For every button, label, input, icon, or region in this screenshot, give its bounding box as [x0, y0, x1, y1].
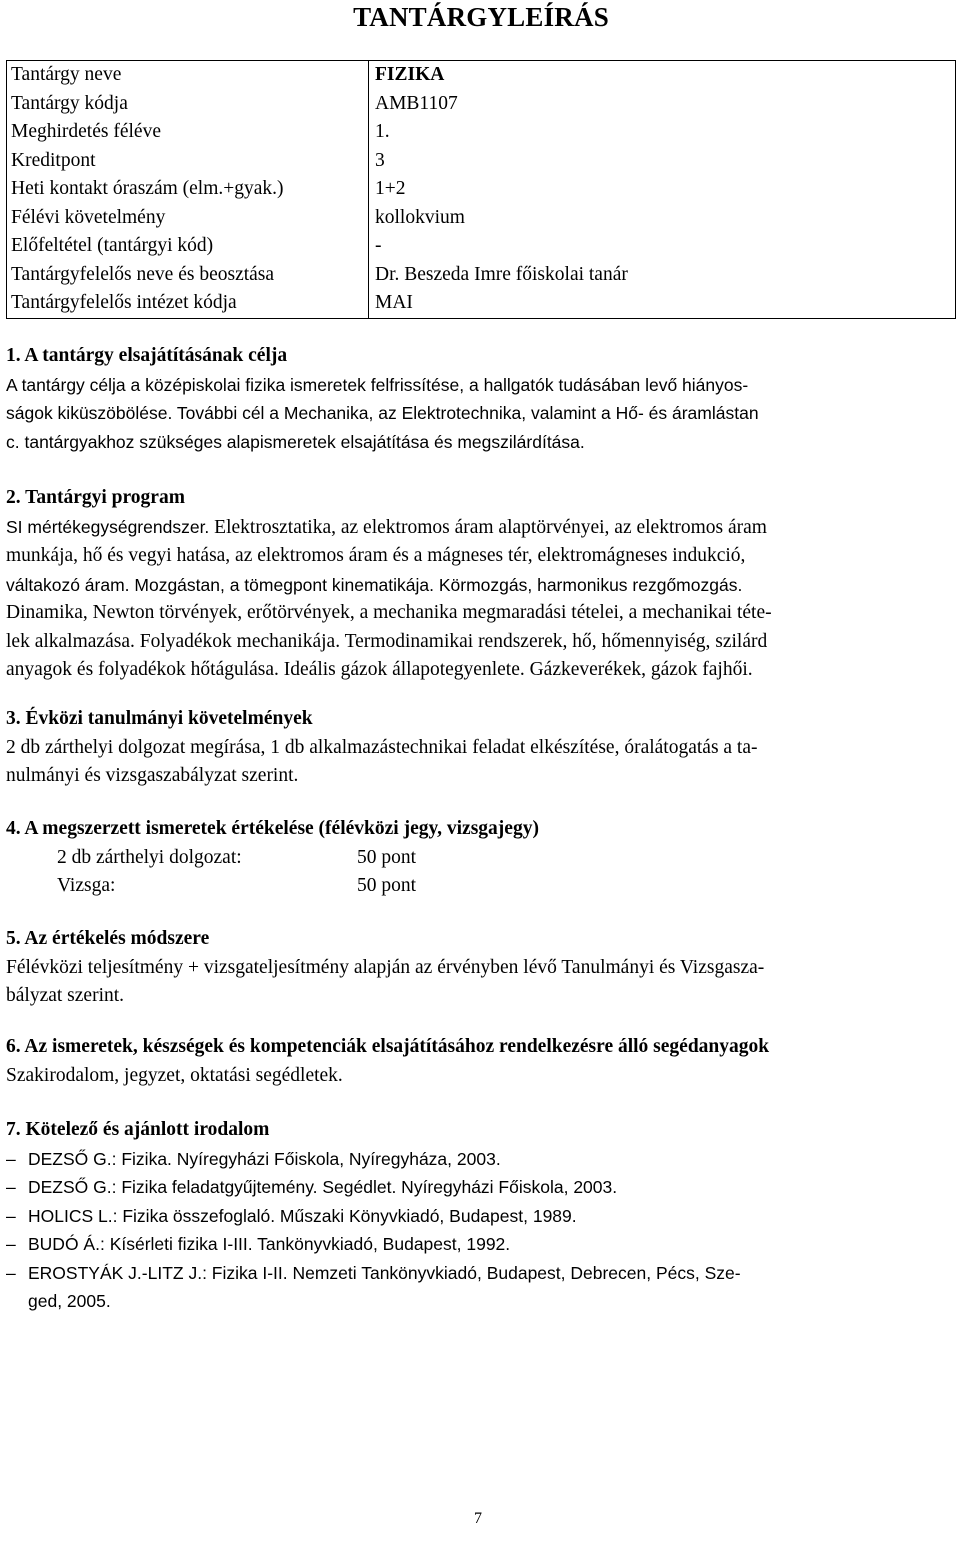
info-value: MAI [375, 292, 413, 313]
section-materials [6, 1033, 950, 1090]
reference-text: : Fizika I-II. Nemzeti Tankönyvkiadó, Budapest, Debrecen, Pécs, Sze- [202, 1262, 741, 1283]
info-value: - [375, 235, 382, 256]
grade-row [6, 872, 950, 901]
section-heading: 7. Kötelező és ajánlott irodalom [6, 1119, 270, 1140]
document-title: TANTÁRGYLEÍRÁS [353, 2, 609, 32]
section-evaluation [6, 815, 950, 901]
table-row [7, 90, 956, 119]
paragraph-line: ságok kiküszöbölése. További cél a Mechanika, az Elektrotechnika, valamint a Hő- és áramlástan [6, 403, 759, 423]
reference-list [6, 1145, 950, 1316]
section-program [6, 484, 950, 685]
reference-item [6, 1230, 950, 1259]
reference-text: : Kísérleti fizika I-III. Tankönyvkiadó, Budapest, 1992. [99, 1234, 511, 1254]
info-label: Félévi követelmény [7, 204, 369, 233]
dash-bullet: – [6, 1262, 16, 1283]
reference-item [6, 1259, 950, 1316]
section-literature [6, 1116, 950, 1316]
table-row [7, 147, 956, 176]
section-heading: 3. Évközi tanulmányi követelmények [6, 708, 313, 729]
reference-author: DEZSŐ G. [28, 1177, 112, 1197]
info-value: FIZIKA [375, 64, 445, 85]
section-method [6, 925, 950, 1011]
page-number: 7 [474, 1510, 482, 1527]
dash-bullet: – [6, 1205, 16, 1226]
grade-value: 50 pont [357, 846, 417, 868]
dash-bullet: – [6, 1234, 16, 1254]
reference-item [6, 1202, 950, 1231]
info-label: Tantárgy kódja [7, 90, 369, 119]
table-row [7, 61, 956, 90]
info-value: kollokvium [375, 206, 465, 228]
paragraph-line: lek alkalmazása. Folyadékok mechanikája. Termodinamikai rendszerek, hő, hőmennyiség, szilárd [6, 630, 768, 652]
info-label: Kreditpont [7, 147, 369, 176]
section-requirements [6, 705, 950, 791]
table-row [7, 232, 956, 261]
reference-author: BUDÓ Á. [28, 1234, 100, 1254]
reference-text: : Fizika. Nyíregyházi Főiskola, Nyíregyháza, 2003. [111, 1148, 501, 1169]
table-row [7, 261, 956, 290]
section-heading: 1. A tantárgy elsajátításának célja [6, 345, 288, 366]
dash-bullet: – [6, 1148, 16, 1169]
grade-row [6, 844, 950, 873]
paragraph-line: munkája, hő és vegyi hatása, az elektromos áram és a mágneses tér, elektromágneses indukció, [6, 545, 746, 566]
reference-author: HOLICS L. [28, 1205, 113, 1226]
section-heading: 6. Az ismeretek, készségek és kompetenciák elsajátításához rendelkezésre álló segédanyagok [6, 1036, 770, 1057]
section-heading: 4. A megszerzett ismeretek értékelése (félévközi jegy, vizsgajegy) [6, 818, 539, 839]
paragraph-line: c. tantárgyakhoz szükséges alapismeretek elsajátítása és megszilárdítása. [6, 431, 585, 452]
course-info-table [6, 60, 956, 319]
info-label: Meghirdetés féléve [7, 118, 369, 147]
reference-text-continued: ged, 2005. [28, 1291, 111, 1311]
paragraph-line: Szakirodalom, jegyzet, oktatási segédletek. [6, 1064, 343, 1086]
paragraph-line: anyagok és folyadékok hőtágulása. Ideális gázok állapotegyenlete. Gázkeverékek, gázok fajhői. [6, 659, 753, 680]
reference-item [6, 1145, 950, 1174]
info-value: 1+2 [375, 178, 406, 199]
table-row [7, 118, 956, 147]
paragraph-line: A tantárgy célja a középiskolai fizika ismeretek felfrissítése, a hallgatók tudásában levő hiányos- [6, 374, 749, 395]
paragraph-line: Dinamika, Newton törvények, erőtörvények, a mechanika megmaradási tételei, a mechanikai téte- [6, 602, 772, 623]
table-row [7, 289, 956, 318]
section-heading: 2. Tantárgyi program [6, 487, 185, 508]
table-row [7, 204, 956, 233]
paragraph-line [6, 513, 950, 543]
paragraph-fragment: SI mértékegységrendszer. [6, 516, 210, 537]
paragraph-line: Félévközi teljesítmény + vizsgateljesítmény alapján az érvényben lévő Tanulmányi és Vizsgasza- [6, 956, 765, 978]
reference-text: : Fizika összefoglaló. Műszaki Könyvkiadó, Budapest, 1989. [112, 1205, 577, 1226]
reference-author: DEZSŐ G. [28, 1148, 112, 1169]
info-label: Heti kontakt óraszám (elm.+gyak.) [7, 175, 369, 204]
info-value: 1. [375, 121, 390, 142]
info-label: Tantárgyfelelős neve és beosztása [7, 261, 369, 290]
reference-author: EROSTYÁK J.-LITZ J. [28, 1262, 203, 1283]
paragraph-line: váltakozó áram. Mozgástan, a tömegpont kinematikája. Körmozgás, harmonikus rezgőmozgás. [6, 574, 743, 595]
info-value: AMB1107 [375, 92, 458, 114]
info-label: Tantárgyfelelős intézet kódja [7, 289, 369, 318]
paragraph-fragment: Elektrosztatika, az elektromos áram alaptörvényei, az elektromos áram [209, 516, 767, 538]
dash-bullet: – [6, 1177, 16, 1197]
info-label: Előfeltétel (tantárgyi kód) [7, 232, 369, 261]
reference-text: : Fizika feladatgyűjtemény. Segédlet. Nyíregyházi Főiskola, 2003. [111, 1177, 618, 1197]
info-value: Dr. Beszeda Imre főiskolai tanár [375, 263, 628, 285]
grade-value: 50 pont [357, 875, 417, 896]
info-value: 3 [375, 149, 385, 171]
reference-item [6, 1173, 950, 1202]
paragraph-line: nulmányi és vizsgaszabályzat szerint. [6, 765, 299, 786]
info-label: Tantárgy neve [7, 61, 369, 90]
section-objective [6, 342, 950, 456]
table-row [7, 175, 956, 204]
section-heading: 5. Az értékelés módszere [6, 928, 210, 949]
grade-label: 2 db zárthelyi dolgozat: [57, 846, 242, 868]
paragraph-line: 2 db zárthelyi dolgozat megírása, 1 db alkalmazástechnikai feladat elkészítése, óralátogatás a ta- [6, 736, 758, 758]
grade-label: Vizsga: [57, 875, 116, 896]
paragraph-line: bályzat szerint. [6, 985, 125, 1006]
